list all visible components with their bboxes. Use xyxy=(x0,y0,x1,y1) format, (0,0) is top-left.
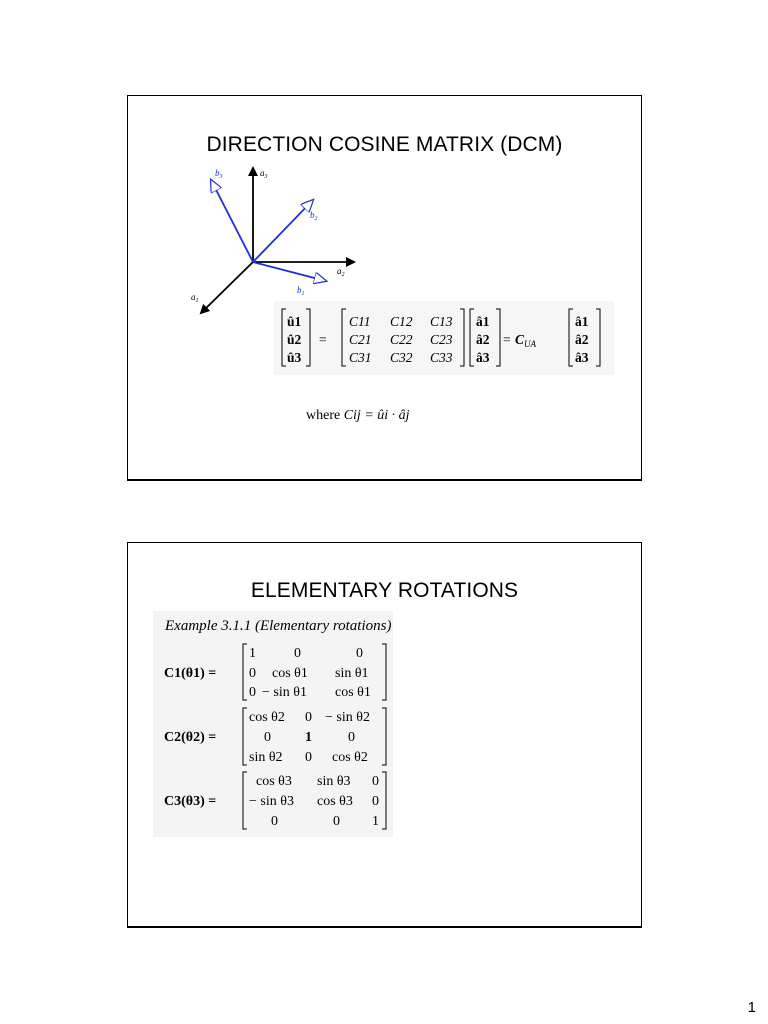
rot2-m21: 0 xyxy=(305,750,312,765)
label-a3: $a_3$ xyxy=(260,168,268,180)
rot2-m22: cos θ2 xyxy=(332,750,368,765)
label-a1: $a_1$ xyxy=(191,292,199,304)
rot1-m02: 0 xyxy=(356,646,363,661)
rot2-m20: sin θ2 xyxy=(249,750,283,765)
label-b3: $b_3$ xyxy=(215,168,223,180)
c21: C21 xyxy=(349,332,372,347)
operator-cua: $C_{UA}$ xyxy=(515,332,537,349)
lhs-u1: û1 xyxy=(287,314,302,329)
rot2-m12: 0 xyxy=(348,730,355,745)
rhs-a2: â2 xyxy=(476,332,490,347)
equals-1: = xyxy=(319,332,327,347)
rhs-a1: â1 xyxy=(476,314,490,329)
rhs2-a2: â2 xyxy=(575,332,589,347)
rot2-label: C2(θ2) = xyxy=(164,730,217,745)
page-number: 1 xyxy=(747,999,756,1016)
c13: C13 xyxy=(430,314,453,329)
rot3-m22: 1 xyxy=(372,814,379,829)
rhs-a3: â3 xyxy=(476,350,490,365)
c12: C12 xyxy=(390,314,413,329)
rot3-m02: 0 xyxy=(372,774,379,789)
lhs-u3: û3 xyxy=(287,350,302,365)
rot1-m00: 1 xyxy=(249,646,256,661)
rot1-label: C1(θ1) = xyxy=(164,666,217,681)
c33: C33 xyxy=(430,350,453,365)
rhs2-a1: â1 xyxy=(575,314,589,329)
rotation-matrices xyxy=(128,543,643,929)
c11: C11 xyxy=(349,314,371,329)
label-b1: $b_1$ xyxy=(297,285,305,297)
rot3-m01: sin θ3 xyxy=(317,774,351,789)
rot2-m02: − sin θ2 xyxy=(325,710,370,725)
where-text: where xyxy=(306,408,341,423)
rot1-m22: cos θ1 xyxy=(335,685,371,700)
rot3-m10: − sin θ3 xyxy=(249,794,294,809)
where-clause xyxy=(306,408,410,424)
example-caption: Example 3.1.1 (Elementary rotations) xyxy=(165,618,392,634)
rot1-m11: cos θ1 xyxy=(272,666,308,681)
dcm-equation xyxy=(128,96,643,482)
c31: C31 xyxy=(349,350,372,365)
rot3-m21: 0 xyxy=(333,814,340,829)
rot3-m00: cos θ3 xyxy=(256,774,292,789)
rot2-m00: cos θ2 xyxy=(249,710,285,725)
rot2-m10: 0 xyxy=(264,730,271,745)
label-b2: $b_2$ xyxy=(310,210,318,222)
rot1-m12: sin θ1 xyxy=(335,666,369,681)
slide-elementary-rotations xyxy=(127,542,642,928)
slide-title-rotations: ELEMENTARY ROTATIONS xyxy=(250,579,519,602)
rot1-m20: 0 xyxy=(249,685,256,700)
rot3-m11: cos θ3 xyxy=(317,794,353,809)
rot3-m20: 0 xyxy=(271,814,278,829)
rot3-label: C3(θ3) = xyxy=(164,794,217,809)
rot1-m21: − sin θ1 xyxy=(262,685,307,700)
lhs-u2: û2 xyxy=(287,332,302,347)
rot2-m01: 0 xyxy=(305,710,312,725)
c32: C32 xyxy=(390,350,413,365)
where-formula: Cij = ûi · âj xyxy=(343,408,410,423)
equals-2: = xyxy=(503,332,511,347)
slide-title-dcm: DIRECTION COSINE MATRIX (DCM) xyxy=(206,133,563,156)
rot2-m11: 1 xyxy=(305,730,312,745)
rot1-m01: 0 xyxy=(294,646,301,661)
c23: C23 xyxy=(430,332,453,347)
rot3-m12: 0 xyxy=(372,794,379,809)
rhs2-a3: â3 xyxy=(575,350,589,365)
label-a2: $a_2$ xyxy=(337,266,345,278)
rot1-m10: 0 xyxy=(249,666,256,681)
slide-dcm xyxy=(127,95,642,481)
c22: C22 xyxy=(390,332,413,347)
